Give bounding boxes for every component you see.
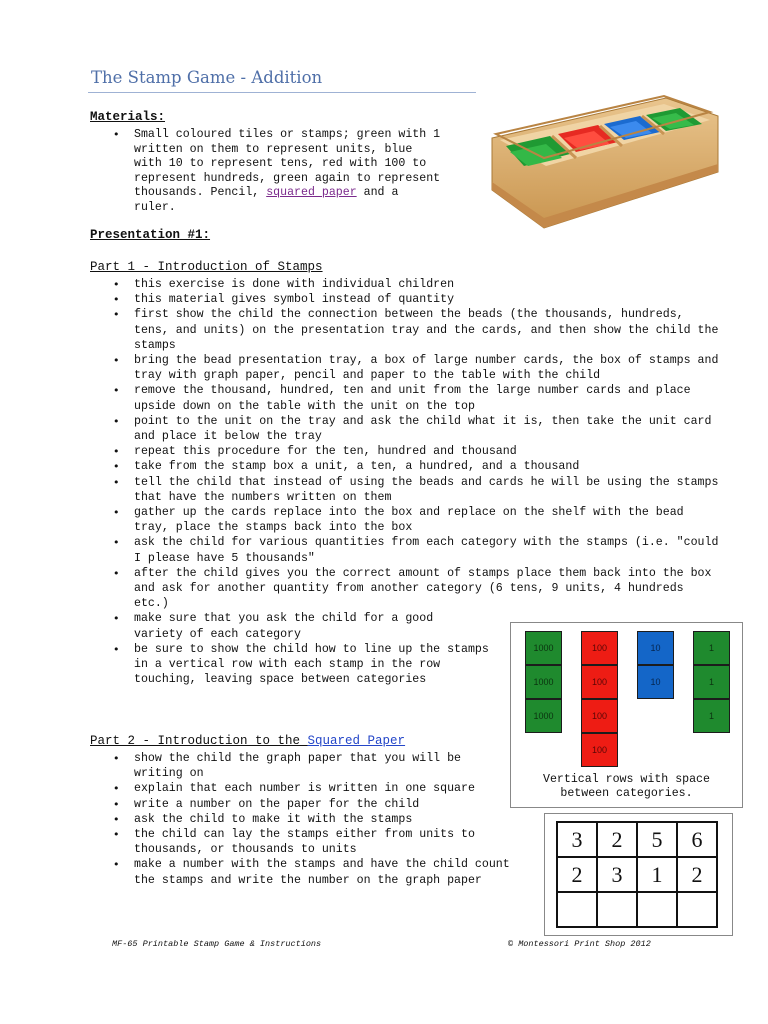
stamp-hundred: 100 (581, 699, 618, 733)
footer-right: © Montessori Print Shop 2012 (508, 939, 651, 949)
stamp-game-box-image (488, 94, 720, 230)
grid-cell (677, 892, 717, 927)
list-item: • write a number on the paper for the child (90, 797, 510, 812)
list-item: • bring the bead presentation tray, a box of large number cards, the box of stamps and tray with graph paper, pencil and paper to the table with the child (90, 353, 722, 383)
list-item: • take from the stamp box a unit, a ten, a hundred, and a thousand (90, 459, 722, 474)
list-item: • make sure that you ask the child for a good variety of each category (90, 611, 464, 641)
list-item: • after the child gives you the correct amount of stamps place them back into the box and ask for another quantity from another category (6 tens, 9 units, 4 hundreds etc.) (90, 566, 722, 612)
list-item: • tell the child that instead of using the beads and cards he will be using the stamps that have the numbers written on them (90, 475, 722, 505)
page-title: The Stamp Game - Addition (91, 68, 323, 87)
list-item: • Small coloured tiles or stamps; green with 1 written on them to represent units, blue with 10 to represent tens, red with 100 to represent hundreds, green again to represent thousands. Pencil, squared paper and a ruler. (90, 128, 490, 216)
grid-cell (637, 892, 677, 927)
stamp-unit: 1 (693, 665, 730, 699)
stamp-hundred: 100 (581, 733, 618, 767)
stamp-unit: 1 (693, 631, 730, 665)
list-item: • this material gives symbol instead of quantity (90, 292, 722, 307)
grid-cell: 1 (637, 857, 677, 892)
grid-cell: 2 (557, 857, 597, 892)
list-item: • gather up the cards replace into the box and replace on the shelf with the bead tray, place the stamps back into the box (90, 505, 722, 535)
stamp-hundred: 100 (581, 665, 618, 699)
part1-title: Part 1 - Introduction of Stamps (90, 260, 323, 274)
part2-list (90, 751, 510, 888)
list-item: • explain that each number is written in one square (90, 781, 510, 796)
stamp-ten: 10 (637, 631, 674, 665)
list-item: • this exercise is done with individual children (90, 277, 722, 292)
figure-caption: Vertical rows with space between categories. (543, 773, 710, 800)
list-item: • remove the thousand, hundred, ten and unit from the large number cards and place upside down on the table with the unit on the top (90, 383, 722, 413)
grid-cell: 3 (557, 822, 597, 857)
stamp-ten: 10 (637, 665, 674, 699)
list-item: • show the child the graph paper that you will be writing on (90, 751, 484, 781)
materials-list (90, 128, 490, 216)
materials-heading: Materials: (90, 110, 166, 124)
list-item: • point to the unit on the tray and ask the child what it is, then take the unit card and place it below the tray (90, 414, 722, 444)
list-item: • ask the child for various quantities from each category with the stamps (i.e. "could I please have 5 thousands" (90, 535, 722, 565)
grid-cell: 2 (677, 857, 717, 892)
grid-cell: 5 (637, 822, 677, 857)
list-item: • make a number with the stamps and have the child count the stamps and write the number on the graph paper (90, 857, 514, 887)
number-grid-table (556, 821, 718, 928)
list-item: • be sure to show the child how to line up the stamps in a vertical row with each stamp in the row touching, leaving space between categories (90, 642, 494, 688)
grid-row (557, 822, 717, 857)
stamp-hundred: 100 (581, 631, 618, 665)
grid-cell (597, 892, 637, 927)
title-divider (88, 92, 476, 93)
grid-cell: 3 (597, 857, 637, 892)
grid-row (557, 892, 717, 927)
vertical-rows-figure (510, 622, 743, 808)
stamp-thousand: 1000 (525, 665, 562, 699)
squared-paper-link[interactable]: squared paper (266, 186, 357, 200)
stamp-thousand: 1000 (525, 631, 562, 665)
list-item: • the child can lay the stamps either from units to thousands, or thousands to units (90, 827, 514, 857)
grid-cell: 2 (597, 822, 637, 857)
footer-left: MF-65 Printable Stamp Game & Instructions (112, 939, 322, 949)
part2-title: Part 2 - Introduction to the Squared Paper (90, 734, 406, 748)
squared-paper-link[interactable]: Squared Paper (307, 734, 406, 748)
squared-paper-grid (544, 813, 733, 936)
grid-cell: 6 (677, 822, 717, 857)
list-item: • repeat this procedure for the ten, hundred and thousand (90, 444, 722, 459)
list-item: • first show the child the connection between the beads (the thousands, hundreds, tens, and units) on the presentation tray and the cards, and then show the child the stamps (90, 307, 722, 353)
stamp-unit: 1 (693, 699, 730, 733)
presentation-heading: Presentation #1: (90, 228, 211, 242)
stamp-thousand: 1000 (525, 699, 562, 733)
grid-row (557, 857, 717, 892)
grid-cell (557, 892, 597, 927)
list-item: • ask the child to make it with the stamps (90, 812, 510, 827)
